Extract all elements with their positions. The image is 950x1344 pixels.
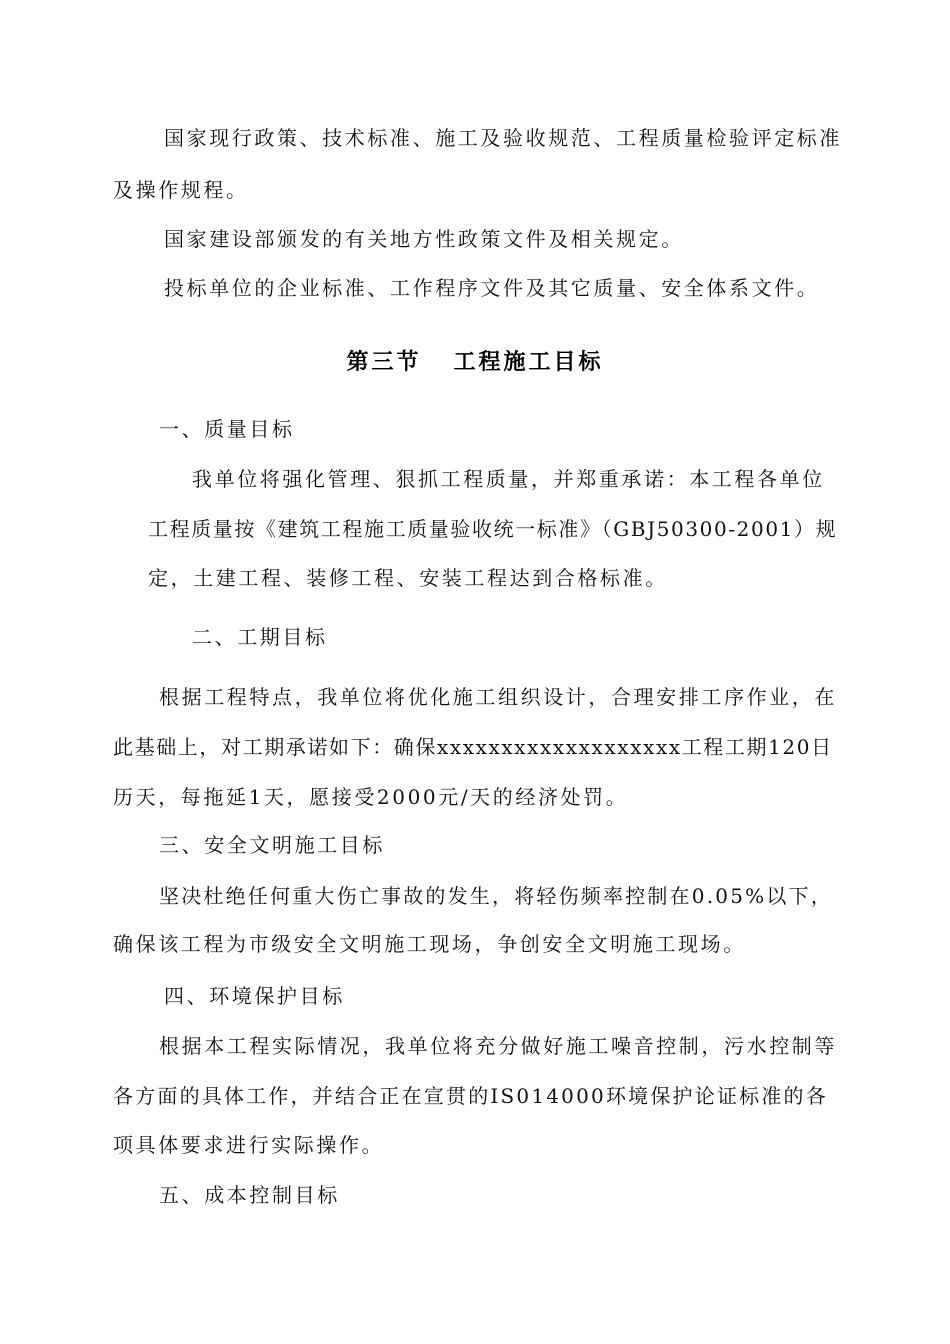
environment-line1: 根据本工程实际情况，我单位将充分做好施工噪音控制，污水控制等 xyxy=(159,1034,837,1058)
quality-line2: 工程质量按《建筑工程施工质量验收统一标准》（GBJ50300-2001）规 xyxy=(148,517,838,541)
environment-line3: 项具体要求进行实际操作。 xyxy=(113,1133,385,1157)
section-title: 第三节 工程施工目标 xyxy=(346,350,604,375)
basis-item2: 国家建设部颁发的有关地方性政策文件及相关规定。 xyxy=(164,227,684,251)
basis-item1-line2: 及操作规程。 xyxy=(113,178,249,202)
quality-line3: 定，土建工程、装修工程、安装工程达到合格标准。 xyxy=(148,566,668,590)
basis-item1-line1: 国家现行政策、技术标准、施工及验收规范、工程质量检验评定标准 xyxy=(164,126,842,150)
schedule-line2: 此基础上，对工期承诺如下：确保xxxxxxxxxxxxxxxxxxx工程工期120日 xyxy=(113,735,833,759)
quality-heading: 一、质量目标 xyxy=(159,417,295,441)
environment-line2: 各方面的具体工作，并结合正在宣贯的IS014000环境保护论证标准的各 xyxy=(113,1084,828,1108)
safety-line1: 坚决杜绝任何重大伤亡事故的发生，将轻伤频率控制在0.05%以下， xyxy=(159,884,833,908)
schedule-line1: 根据工程特点，我单位将优化施工组织设计，合理安排工序作业，在 xyxy=(159,685,837,709)
schedule-heading: 二、工期目标 xyxy=(192,625,328,649)
basis-item3: 投标单位的企业标准、工作程序文件及其它质量、安全体系文件。 xyxy=(164,276,820,300)
environment-heading: 四、环境保护目标 xyxy=(164,984,345,1008)
schedule-line3: 历天，每拖延1天，愿接受2000元/天的经济处罚。 xyxy=(113,785,629,809)
safety-heading: 三、安全文明施工目标 xyxy=(159,833,385,857)
quality-line1: 我单位将强化管理、狠抓工程质量，并郑重承诺：本工程各单位 xyxy=(192,467,825,491)
safety-line2: 确保该工程为市级安全文明施工现场，争创安全文明施工现场。 xyxy=(113,932,746,956)
cost-heading: 五、成本控制目标 xyxy=(159,1183,340,1207)
